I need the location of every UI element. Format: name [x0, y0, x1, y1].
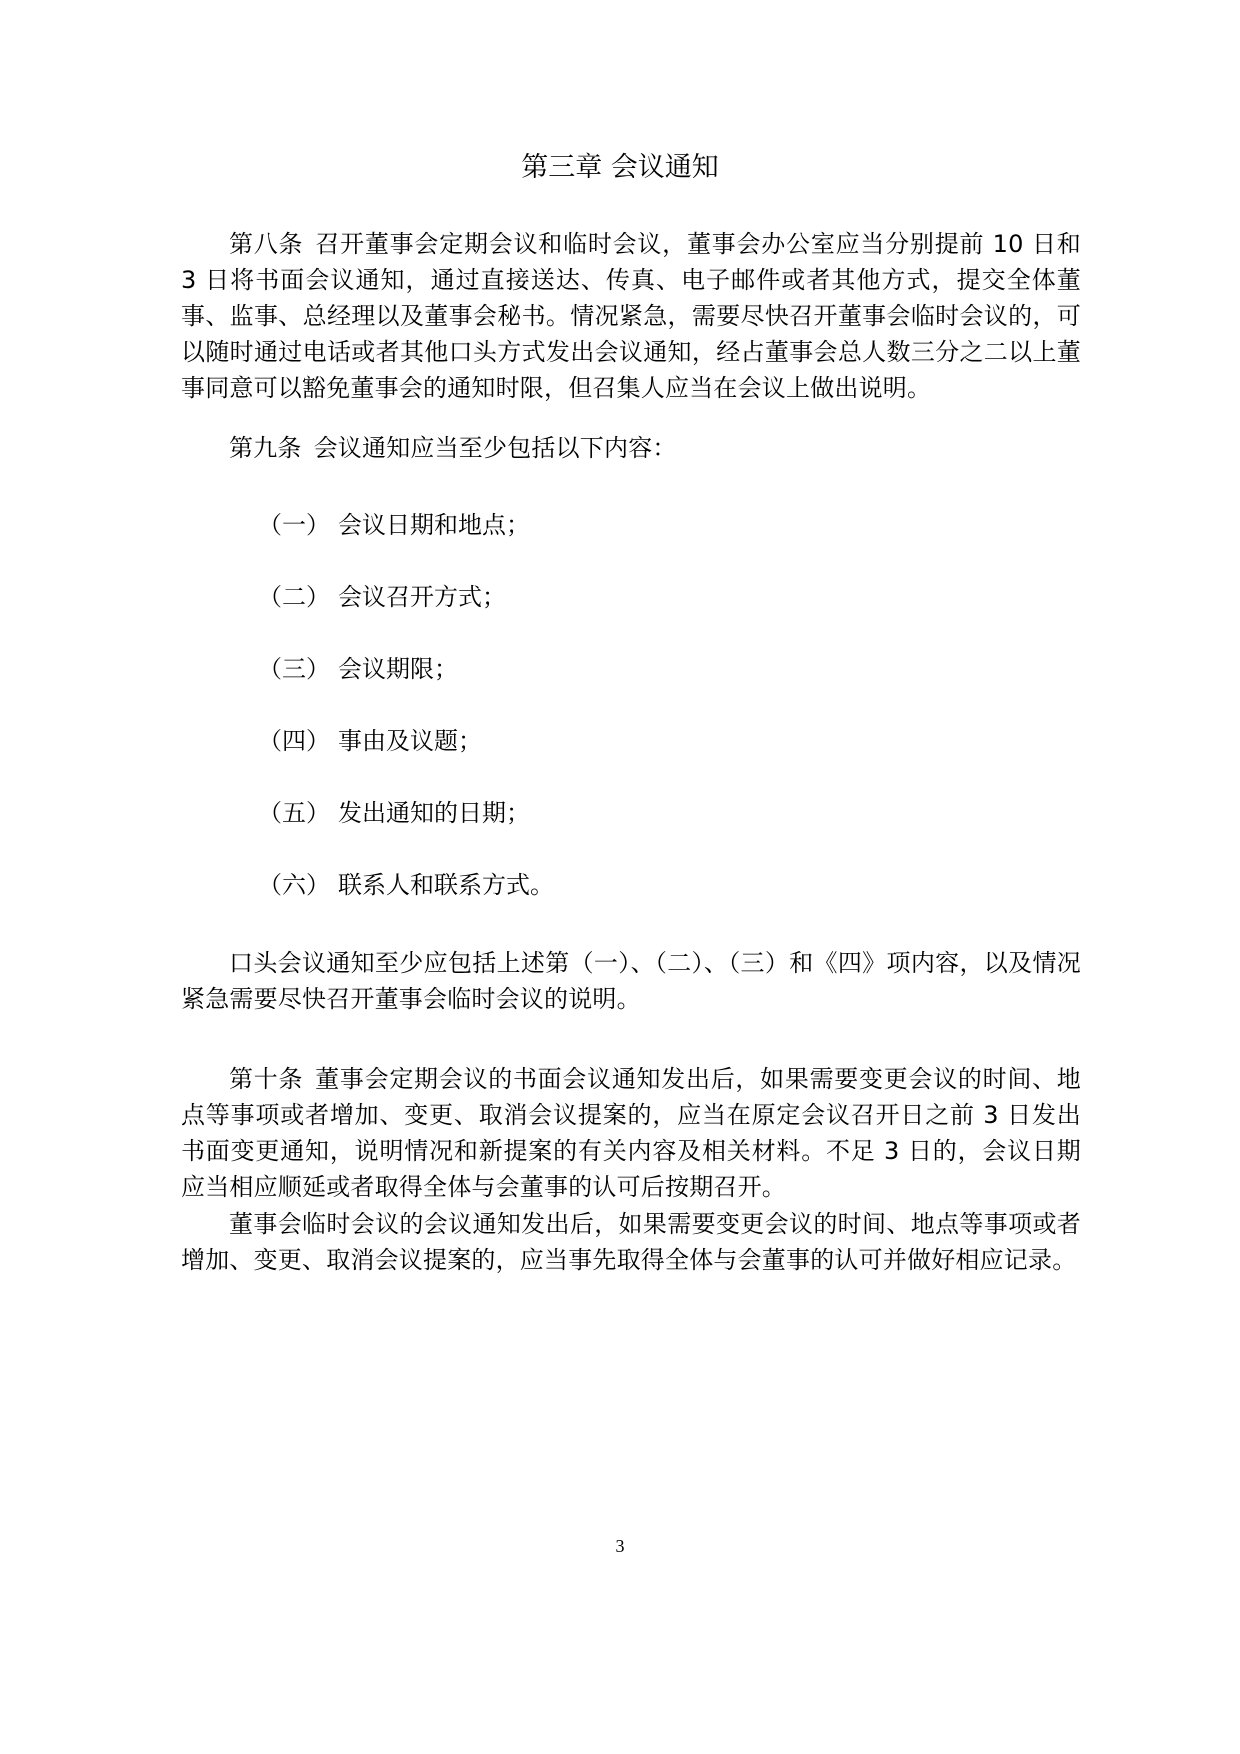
article-10-number: 第十条: [229, 1065, 304, 1093]
article-9-text: 会议通知应当至少包括以下内容：: [313, 434, 677, 462]
list-item: [258, 795, 530, 831]
list-item: [258, 651, 458, 687]
chapter-title: 第三章 会议通知: [521, 152, 719, 183]
list-item-text: 会议召开方式；: [338, 583, 506, 611]
list-item-marker: （三）: [258, 655, 330, 683]
page-number: 3: [615, 1536, 625, 1556]
list-item-marker: （四）: [258, 727, 330, 755]
article-10-text: 董事会定期会议的书面会议通知发出后，如果需要变更会议的时间、地点等事项或者增加、变更、取消会议提案的，应当在原定会议召开日之前 3 日发出书面变更通知，说明情况和新提案的有关内容及相关材料。不足 3 日的，会议日期应当相应顺延或者取得全体与会董事的认可后按期召开。: [181, 1065, 1081, 1201]
article-8-number: 第八条: [229, 230, 304, 258]
list-item-text: 发出通知的日期；: [338, 799, 530, 827]
list-item-marker: （五）: [258, 799, 330, 827]
list-item-text: 事由及议题；: [338, 727, 482, 755]
article-9-paragraph: [181, 430, 1081, 466]
list-item-text: 联系人和联系方式。: [338, 871, 554, 899]
oral-notice-paragraph: 口头会议通知至少应包括上述第（一）、（二）、（三）和《四》项内容，以及情况紧急需要尽快召开董事会临时会议的说明。: [181, 949, 1081, 1013]
article-10-paragraph: [181, 1061, 1081, 1205]
list-item-marker: （二）: [258, 583, 330, 611]
list-item: [258, 579, 506, 615]
interim-meeting-paragraph: 董事会临时会议的会议通知发出后，如果需要变更会议的时间、地点等事项或者增加、变更、取消会议提案的，应当事先取得全体与会董事的认可并做好相应记录。: [181, 1210, 1081, 1274]
list-item: [258, 867, 554, 903]
list-item: [258, 507, 530, 543]
list-item-text: 会议日期和地点；: [338, 511, 530, 539]
article-8-text: 召开董事会定期会议和临时会议，董事会办公室应当分别提前 10 日和 3 日将书面会议通知，通过直接送达、传真、电子邮件或者其他方式，提交全体董事、监事、总经理以及董事会秘书。情况紧急，需要尽快召开董事会临时会议的，可以随时通过电话或者其他口头方式发出会议通知，经占董事会总人数三分之二以上董事同意可以豁免董事会的通知时限，但召集人应当在会议上做出说明。: [181, 230, 1081, 402]
list-item-text: 会议期限；: [338, 655, 458, 683]
list-item-marker: （一）: [258, 511, 330, 539]
article-8-paragraph: [181, 226, 1081, 406]
article-9-number: 第九条: [229, 434, 302, 462]
list-item: [258, 723, 482, 759]
list-item-marker: （六）: [258, 871, 330, 899]
